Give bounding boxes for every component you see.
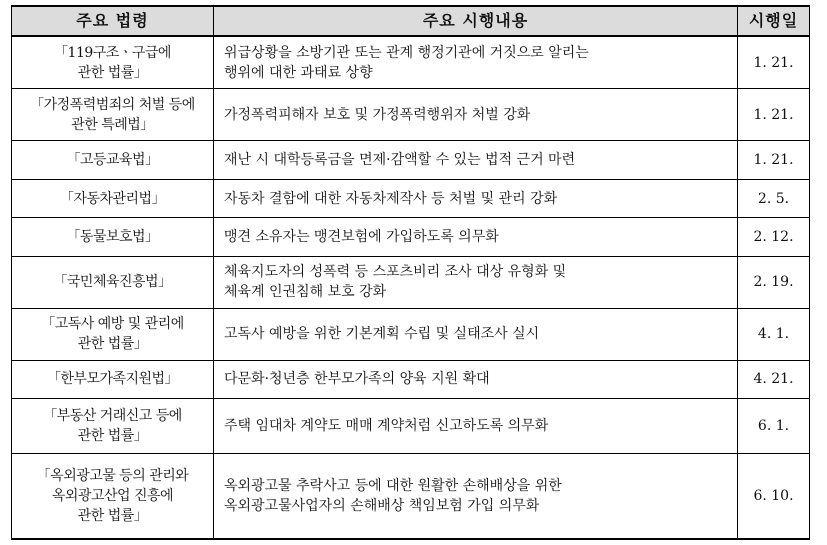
date-cell: 1. 21. — [738, 89, 810, 141]
law-name-line: 「고독사 예방 및 관리에 — [41, 316, 184, 333]
law-name-line: 「한부모가족지원법」 — [46, 371, 179, 388]
date-cell: 4. 1. — [738, 308, 810, 360]
law-name-line: 관한 특례법」 — [71, 116, 154, 133]
law-name-line: 「국민체육진흥법」 — [53, 274, 172, 291]
content-line: 맹견 소유자는 맹견보험에 가입하도록 의무화 — [224, 229, 499, 246]
table-row — [12, 399, 810, 454]
table-row — [12, 218, 810, 257]
header-content: 주요 시행내용 — [214, 6, 738, 36]
table-row — [12, 179, 810, 218]
law-name-line: 「동물보호법」 — [66, 229, 159, 246]
law-cell — [12, 89, 214, 141]
content-cell — [214, 256, 738, 308]
law-name-line: 옥외광고산업 진흥에 — [51, 488, 174, 505]
date-cell: 2. 19. — [738, 256, 810, 308]
content-line: 체육계 인권침해 보호 강화 — [224, 284, 387, 301]
law-name-line: 관한 법률」 — [77, 428, 148, 445]
table-row — [12, 89, 810, 141]
date-cell: 1. 21. — [738, 36, 810, 89]
content-cell — [214, 89, 738, 141]
content-line: 주택 임대차 계약도 매매 계약처럼 신고하도록 의무화 — [224, 418, 549, 435]
header-row — [12, 6, 810, 36]
content-cell — [214, 36, 738, 89]
header-law: 주요 법령 — [12, 6, 214, 36]
date-cell: 6. 1. — [738, 399, 810, 454]
law-cell — [12, 256, 214, 308]
date-cell: 4. 21. — [738, 360, 810, 399]
law-cell — [12, 308, 214, 360]
date-cell: 6. 10. — [738, 454, 810, 539]
date-cell: 2. 12. — [738, 218, 810, 257]
law-cell — [12, 454, 214, 539]
table-row — [12, 256, 810, 308]
table-row — [12, 454, 810, 539]
law-name-line: 「가정폭력범죄의 처벌 등에 — [30, 96, 195, 113]
law-name-line: 「부동산 거래신고 등에 — [43, 408, 182, 425]
content-line: 체육지도자의 성폭력 등 스포츠비리 조사 대상 유형화 및 — [224, 264, 567, 281]
date-cell: 2. 5. — [738, 179, 810, 218]
law-name-line: 「자동차관리법」 — [59, 190, 166, 207]
law-name-line: 관한 법률」 — [77, 64, 148, 81]
content-cell — [214, 141, 738, 180]
content-line: 자동차 결함에 대한 자동차제작사 등 처벌 및 관리 강화 — [224, 190, 558, 207]
content-line: 가정폭력피해자 보호 및 가정폭력행위자 처벌 강화 — [224, 106, 531, 123]
date-cell: 1. 21. — [738, 141, 810, 180]
content-line: 고독사 예방을 위한 기본계획 수립 및 실태조사 실시 — [224, 326, 540, 343]
table-row — [12, 308, 810, 360]
law-cell — [12, 36, 214, 89]
law-name-line: 「옥외광고물 등의 관리와 — [36, 468, 189, 485]
law-name-line: 관한 법률」 — [77, 336, 148, 353]
law-name-line: 관한 법률」 — [77, 508, 148, 525]
content-cell — [214, 399, 738, 454]
content-cell — [214, 308, 738, 360]
table-row — [12, 36, 810, 89]
content-cell — [214, 218, 738, 257]
law-name-line: 「고등교육법」 — [66, 151, 159, 168]
law-name-line: 「119구조ㆍ구급에 — [54, 44, 171, 61]
content-line: 다문화·청년층 한부모가족의 양육 지원 확대 — [224, 371, 490, 388]
content-cell — [214, 360, 738, 399]
law-cell — [12, 399, 214, 454]
law-cell — [12, 360, 214, 399]
content-line: 옥외광고물 추락사고 등에 대한 원활한 손해배상을 위한 — [224, 478, 562, 495]
table-row — [12, 141, 810, 180]
law-cell — [12, 179, 214, 218]
law-enforcement-table — [11, 5, 810, 540]
content-line: 행위에 대한 과태료 상향 — [224, 64, 373, 81]
content-cell — [214, 454, 738, 539]
content-cell — [214, 179, 738, 218]
table-row — [12, 360, 810, 399]
content-line: 재난 시 대학등록금을 면제·감액할 수 있는 법적 근거 마련 — [224, 151, 576, 168]
content-line: 옥외광고물사업자의 손해배상 책임보험 가입 의무화 — [224, 498, 540, 515]
law-cell — [12, 218, 214, 257]
law-cell — [12, 141, 214, 180]
content-line: 위급상황을 소방기관 또는 관계 행정기관에 거짓으로 알리는 — [224, 44, 589, 61]
header-date: 시행일 — [738, 6, 810, 36]
